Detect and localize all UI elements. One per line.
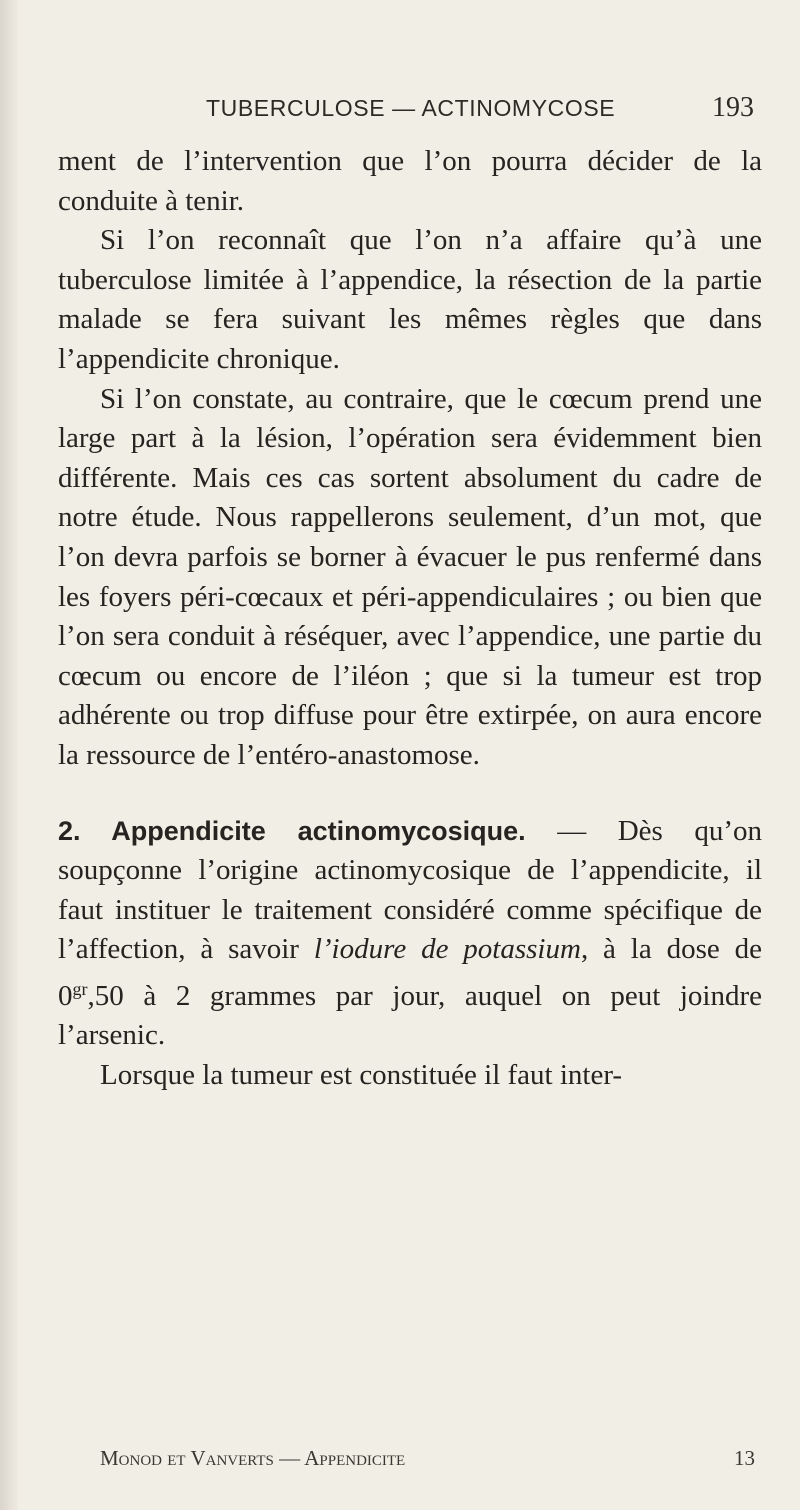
page-number: 193 bbox=[712, 92, 754, 123]
paragraph-4-text-b: , à la dose de 0 bbox=[58, 933, 762, 1012]
paragraph-5: Lorsque la tumeur est constituée il faut inter- bbox=[100, 1059, 623, 1092]
running-head: TUBERCULOSE — ACTINOMYCOSE bbox=[206, 95, 616, 121]
paragraph-4-text-a: — Dès qu’on soupçonne l’origine actinomycosique de l’appendicite, il faut instituer le traitement considéré comme spécifique de l’affection, à savoir bbox=[58, 814, 763, 966]
section-heading: 2. Appendicite actinomycosique. bbox=[58, 815, 526, 846]
paragraph-1: ment de l’intervention que l’on pourra décider de la conduite à tenir. bbox=[58, 145, 762, 217]
paragraph-4-italic: l’iodure de potassium bbox=[313, 933, 581, 966]
page-edge-shadow bbox=[0, 0, 18, 1510]
paragraph-4-superscript: gr bbox=[72, 978, 88, 999]
paragraph-4 bbox=[58, 812, 762, 1057]
paragraph-3: Si l’on constate, au contraire, que le cœcum prend une large part à la lésion, l’opération sera évidemment bien différente. Mais ces cas sortent absolument du cadre de notre étude. Nous rappellerons seulement, d’un mot, que l’on devra parfois se borner à évacuer le pus renfermé dans les foyers péri-cœcaux et péri-appendiculaires ; ou bien que l’on sera conduit à réséquer, avec l’appendice, une partie du cœcum ou encore de l’iléon ; que si la tumeur est trop adhérente ou trop diffuse pour être extirpée, on aura encore la ressource de l’entéro-anastomose. bbox=[58, 382, 762, 771]
footer-signature: Monod et Vanverts — Appendicite bbox=[100, 1446, 406, 1470]
body-text bbox=[58, 142, 762, 1096]
page-header bbox=[206, 92, 754, 124]
footer-sheet-number: 13 bbox=[734, 1446, 755, 1470]
paragraph-2: Si l’on reconnaît que l’on n’a affaire qu’à une tuberculose limitée à l’appendice, la résection de la partie malade se fera suivant les mêmes règles que dans l’appendicite chronique. bbox=[58, 224, 762, 375]
paragraph-4-text-c: ,50 à 2 grammes par jour, auquel on peut joindre l’arsenic. bbox=[58, 979, 762, 1052]
page-footer bbox=[100, 1446, 755, 1471]
